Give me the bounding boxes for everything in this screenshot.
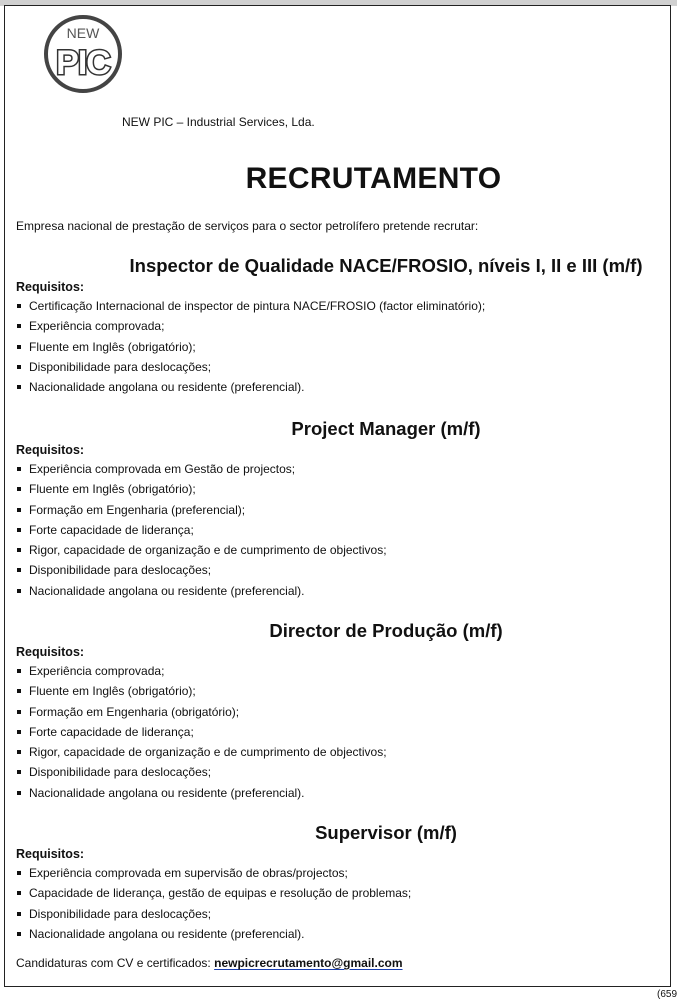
job-title: Project Manager (m/f) bbox=[291, 418, 481, 439]
job-section-supervisor bbox=[16, 822, 656, 944]
page-title: RECRUTAMENTO bbox=[245, 162, 502, 195]
list-item: Experiência comprovada; bbox=[16, 316, 656, 336]
logo-main-text: PIC bbox=[56, 44, 110, 82]
list-item: Certificação Internacional de inspector de pintura NACE/FROSIO (factor eliminatório); bbox=[16, 296, 656, 316]
requirements-label: Requisitos: bbox=[16, 280, 85, 294]
company-logo bbox=[27, 14, 139, 94]
list-item: Forte capacidade de liderança; bbox=[16, 520, 656, 540]
list-item: Rigor, capacidade de organização e de cumprimento de objectivos; bbox=[16, 540, 656, 560]
reference-code: (659 bbox=[656, 989, 677, 1000]
job-title: Director de Produção (m/f) bbox=[269, 620, 503, 641]
requirements-list bbox=[16, 296, 656, 397]
requirements-list bbox=[16, 863, 656, 944]
list-item: Disponibilidade para deslocações; bbox=[16, 904, 656, 924]
job-title: Inspector de Qualidade NACE/FROSIO, níveis I, II e III (m/f) bbox=[129, 255, 643, 276]
requirements-label: Requisitos: bbox=[16, 645, 85, 659]
contact-label: Candidaturas com CV e certificados: bbox=[16, 956, 211, 970]
list-item: Capacidade de liderança, gestão de equipas e resolução de problemas; bbox=[16, 883, 656, 903]
list-item: Fluente em Inglês (obrigatório); bbox=[16, 681, 656, 701]
job-section-production-director bbox=[16, 620, 656, 803]
email-link[interactable]: newpicrecrutamento@gmail.com bbox=[214, 956, 403, 970]
requirements-label: Requisitos: bbox=[16, 443, 85, 457]
list-item: Disponibilidade para deslocações; bbox=[16, 357, 656, 377]
list-item: Experiência comprovada em Gestão de projectos; bbox=[16, 459, 656, 479]
list-item: Nacionalidade angolana ou residente (preferencial). bbox=[16, 377, 656, 397]
company-name: NEW PIC – Industrial Services, Lda. bbox=[122, 115, 315, 129]
list-item: Disponibilidade para deslocações; bbox=[16, 560, 656, 580]
list-item: Fluente em Inglês (obrigatório); bbox=[16, 337, 656, 357]
requirements-list bbox=[16, 661, 656, 803]
job-section-inspector bbox=[16, 255, 656, 397]
job-title: Supervisor (m/f) bbox=[315, 822, 457, 843]
job-section-project-manager bbox=[16, 418, 656, 601]
list-item: Rigor, capacidade de organização e de cumprimento de objectivos; bbox=[16, 742, 656, 762]
list-item: Fluente em Inglês (obrigatório); bbox=[16, 479, 656, 499]
list-item: Nacionalidade angolana ou residente (preferencial). bbox=[16, 924, 656, 944]
list-item: Formação em Engenharia (preferencial); bbox=[16, 500, 656, 520]
list-item: Nacionalidade angolana ou residente (preferencial). bbox=[16, 783, 656, 803]
logo-top-text: NEW bbox=[66, 25, 100, 41]
list-item: Experiência comprovada em supervisão de obras/projectos; bbox=[16, 863, 656, 883]
list-item: Formação em Engenharia (obrigatório); bbox=[16, 702, 656, 722]
list-item: Disponibilidade para deslocações; bbox=[16, 762, 656, 782]
intro-text: Empresa nacional de prestação de serviços para o sector petrolífero pretende recrutar: bbox=[16, 219, 479, 233]
list-item: Experiência comprovada; bbox=[16, 661, 656, 681]
list-item: Forte capacidade de liderança; bbox=[16, 722, 656, 742]
list-item: Nacionalidade angolana ou residente (preferencial). bbox=[16, 581, 656, 601]
requirements-label: Requisitos: bbox=[16, 847, 85, 861]
requirements-list bbox=[16, 459, 656, 601]
contact-line bbox=[16, 956, 403, 970]
